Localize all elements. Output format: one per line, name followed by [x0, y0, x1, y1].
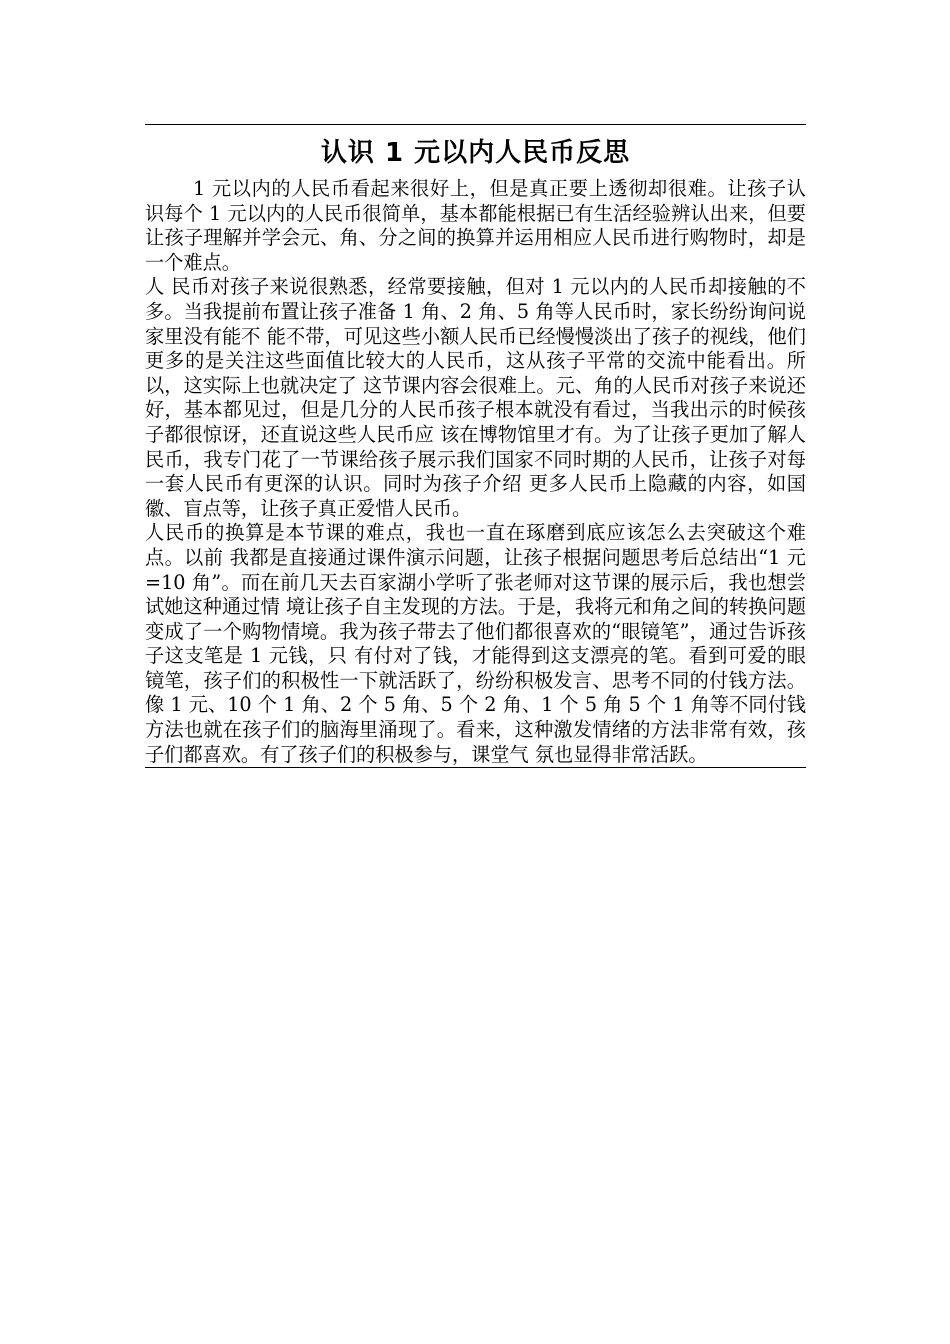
paragraph-2: 人 民币对孩子来说很熟悉，经常要接触，但对 1 元以内的人民币却接触的不多。当我提前布置让孩子准备 1 角、2 角、5 角等人民币时，家长纷纷询问说家里没有能不 能不带，可见这些小额人民币已经慢慢淡出了孩子的视线，他们更多的是关注这些面值比较大的人民币，这从孩子平常的交流中能看出。所以，这实际上也就决定了 这节课内容会很难上。元、角的人民币对孩子来说还好，基本都见过，但是几分的人民币孩子根本就没有看过，当我出示的时候孩子都很惊讶，还直说这些人民币应 该在博物馆里才有。为了让孩子更加了解人民币，我专门花了一节课给孩子展示我们国家不同时期的人民币，让孩子对每一套人民币有更深的认识。同时为孩子介绍 更多人民币上隐藏的内容，如国徽、盲点等，让孩子真正爱惜人民币。 — [145, 275, 806, 520]
document-title: 认识 1 元以内人民币反思 — [320, 138, 631, 168]
page-content — [145, 124, 806, 768]
paragraph-1: 1 元以内的人民币看起来很好上，但是真正要上透彻却很难。让孩子认识每个 1 元以内的人民币很简单，基本都能根据已有生活经验辨认出来，但要让孩子理解并学会元、角、分之间的换算并运用相应人民币进行购物时，却是一个难点。 — [145, 177, 806, 274]
paragraph-3: 人民币的换算是本节课的难点，我也一直在琢磨到底应该怎么去突破这个难点。以前 我都是直接通过课件演示问题，让孩子根据问题思考后总结出“1 元=10 角”。而在前几天去百家湖小学听了张老师对这节课的展示后，我也想尝试她这种通过情 境让孩子自主发现的方法。于是，我将元和角之间的转换问题变成了一个购物情境。我为孩子带去了他们都很喜欢的“眼镜笔”，通过告诉孩子这支笔是 1 元钱，只 有付对了钱，才能得到这支漂亮的笔。看到可爱的眼镜笔，孩子们的积极性一下就活跃了，纷纷积极发言、思考不同的付钱方法。像 1 元、10 个 1 角、2 个 5 角、5 个 2 角、1 个 5 角 5 个 1 角等不同付钱方法也就在孩子们的脑海里涌现了。看来，这种激发情绪的方法非常有效，孩子们都喜欢。有了孩子们的积极参与，课堂气 氛也显得非常活跃。 — [145, 521, 806, 766]
bottom-rule — [145, 767, 806, 768]
top-rule — [145, 124, 806, 125]
